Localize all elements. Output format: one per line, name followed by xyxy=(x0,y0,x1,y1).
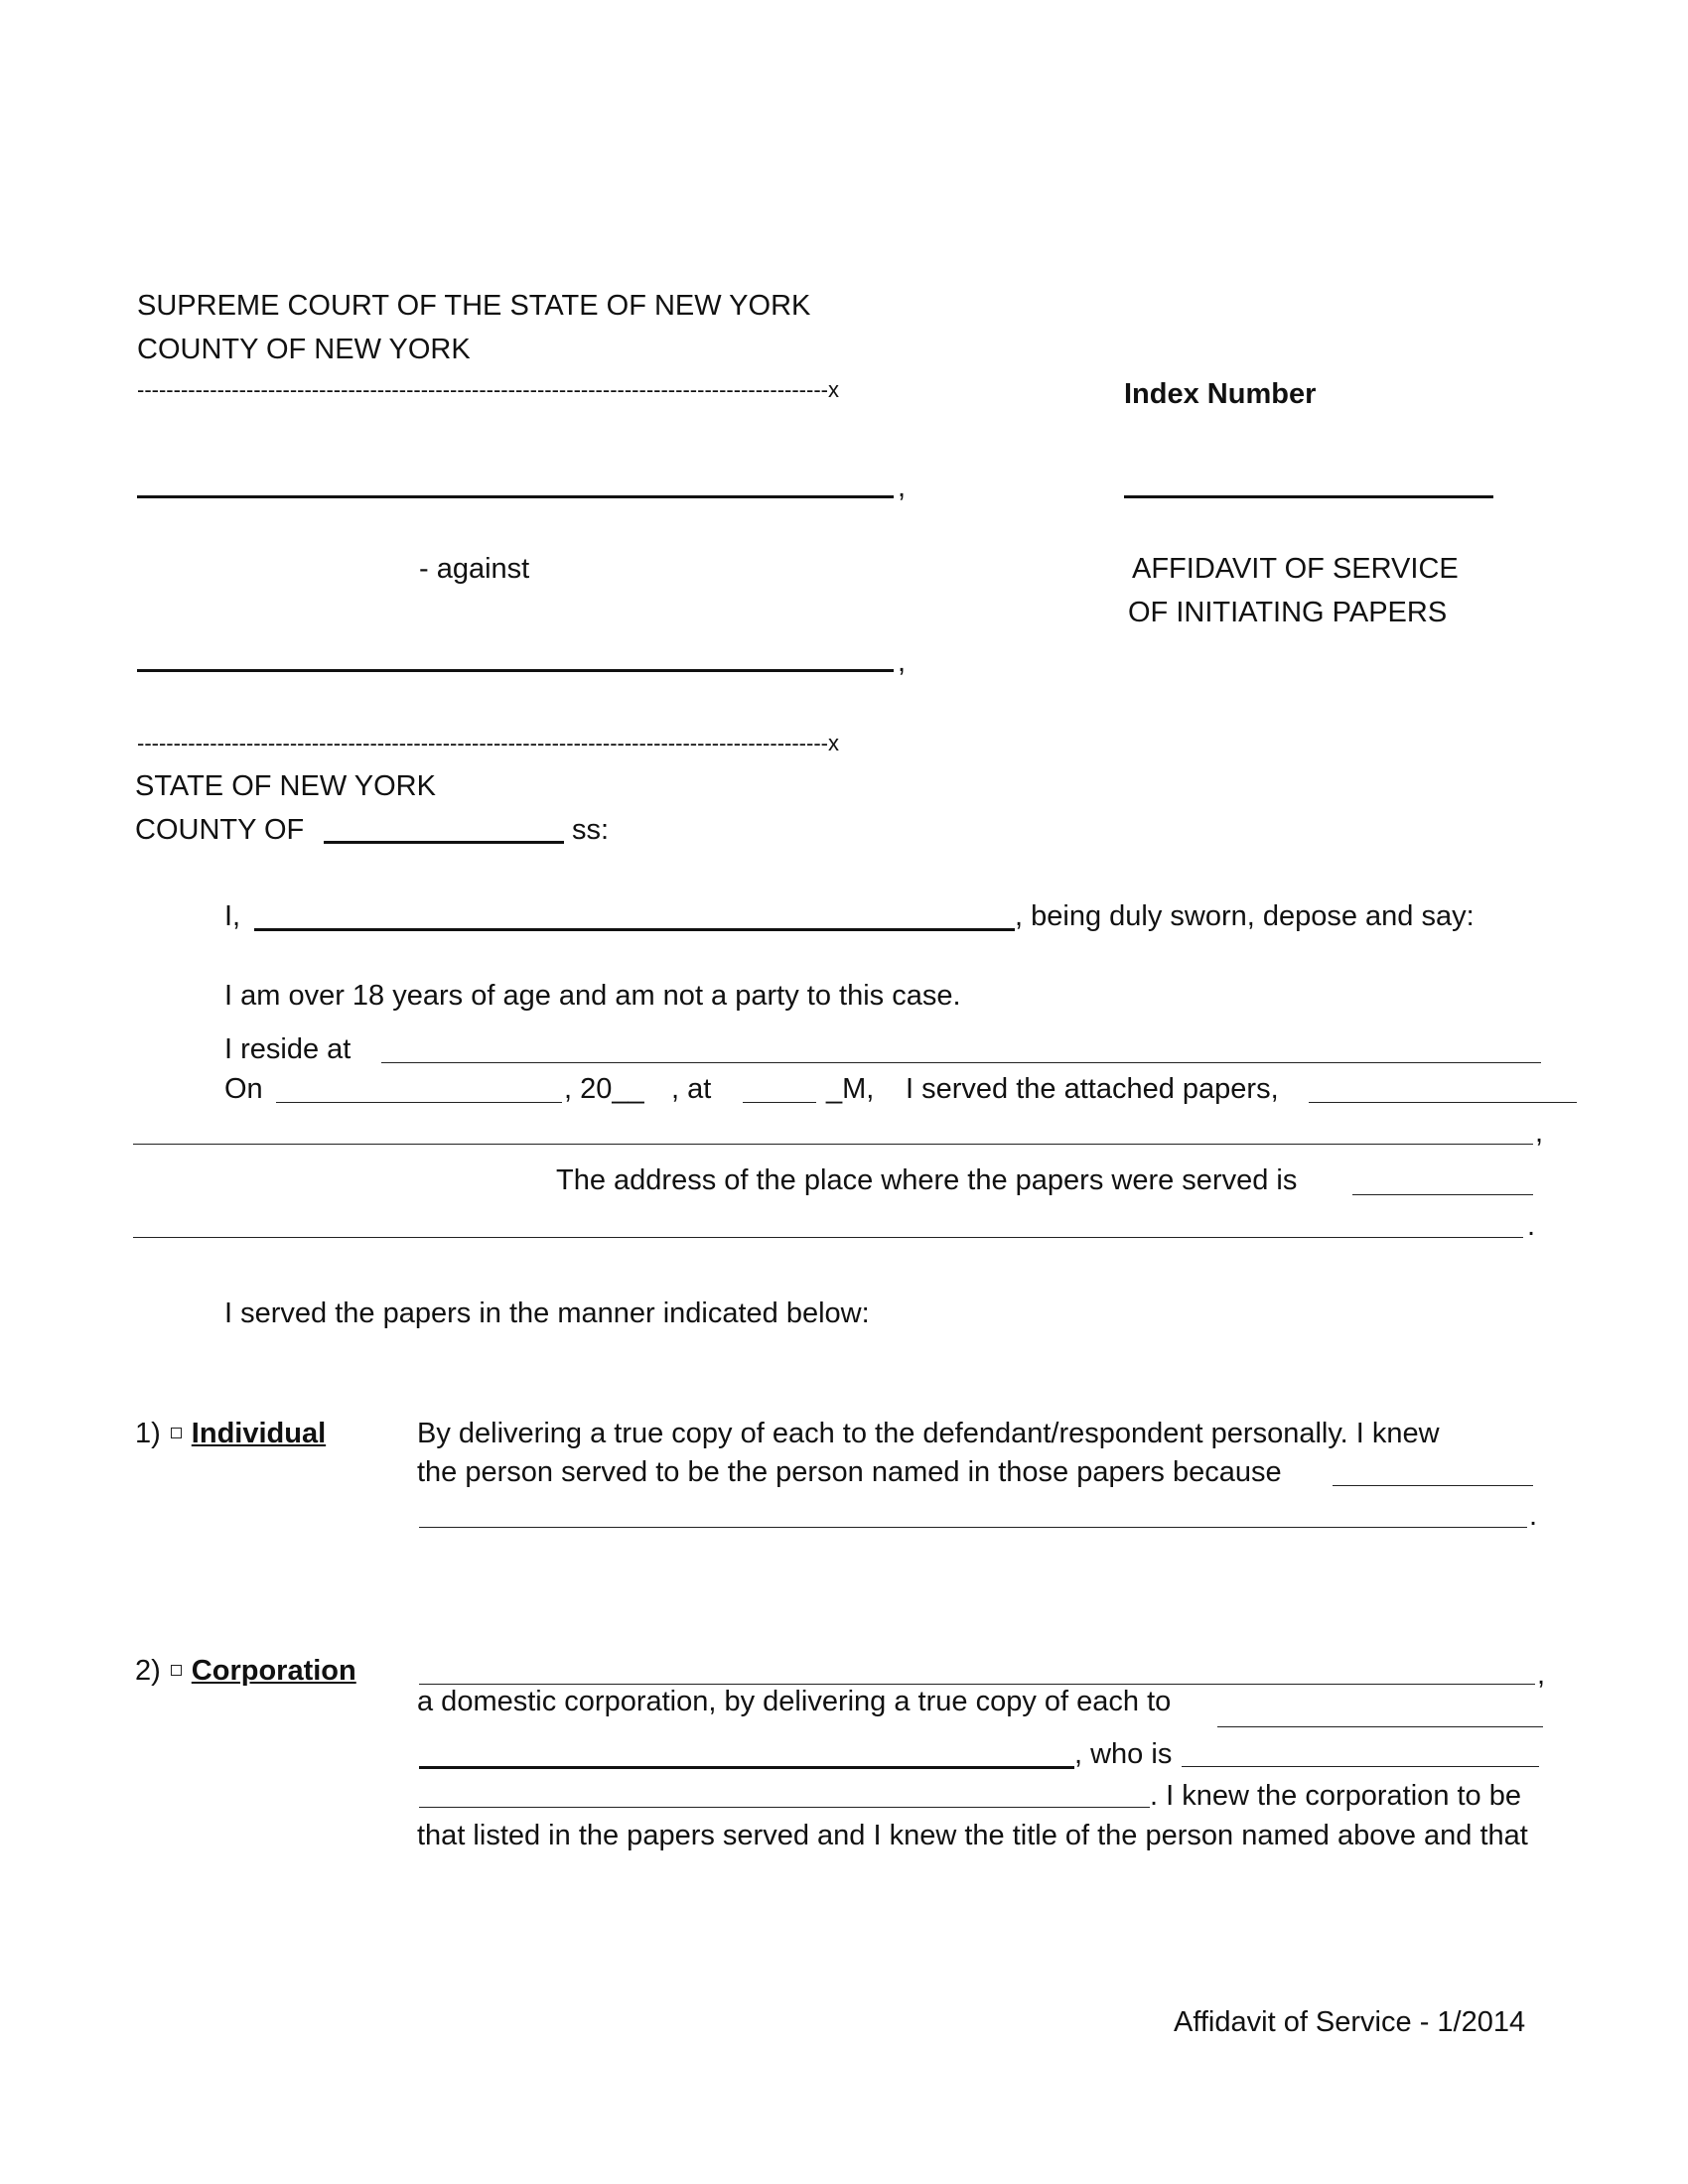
served-papers-text: I served the attached papers, xyxy=(906,1073,1279,1105)
option2-checkbox[interactable] xyxy=(171,1665,182,1676)
service-time-line[interactable] xyxy=(743,1102,816,1103)
option1-checkbox[interactable] xyxy=(171,1428,182,1438)
service-date-line[interactable] xyxy=(276,1102,562,1103)
defendant-comma: , xyxy=(898,646,907,678)
service-address-line[interactable] xyxy=(1352,1194,1533,1195)
defendant-name-line[interactable] xyxy=(137,669,894,672)
sworn-text: , being duly sworn, depose and say: xyxy=(1015,900,1475,932)
caption-divider-top: -----------------------------------------------------------------------------------------------x xyxy=(137,377,839,402)
venue-county-line[interactable] xyxy=(324,841,564,844)
plaintiff-name-line[interactable] xyxy=(137,495,894,498)
option2-text-line3: . I knew the corporation to be xyxy=(1150,1780,1521,1812)
venue-county-label: COUNTY OF xyxy=(135,814,305,846)
option1-reason-line-2[interactable] xyxy=(419,1527,1527,1528)
option2-title: Corporation xyxy=(191,1655,356,1687)
index-number-label: Index Number xyxy=(1124,378,1317,410)
recipient-name-line[interactable] xyxy=(419,1766,1074,1769)
court-name: SUPREME COURT OF THE STATE OF NEW YORK xyxy=(137,290,811,322)
option2-row xyxy=(135,1654,356,1688)
option1-period: . xyxy=(1529,1500,1538,1532)
deponent-name-line[interactable] xyxy=(254,928,1015,931)
papers-served-line[interactable] xyxy=(1309,1102,1577,1103)
option2-text-line4: that listed in the papers served and I knew the title of the person named above and that xyxy=(417,1820,1528,1851)
on-label: On xyxy=(224,1073,263,1105)
year-label xyxy=(564,1072,644,1106)
option1-text-line2: the person served to be the person named in those papers because xyxy=(417,1456,1282,1488)
recipient-title-line[interactable] xyxy=(1182,1766,1539,1767)
index-number-line[interactable] xyxy=(1124,495,1493,498)
doc-title-line1: AFFIDAVIT OF SERVICE xyxy=(1132,553,1459,585)
option1-text-line1: By delivering a true copy of each to the defendant/respondent personally. I knew xyxy=(417,1418,1440,1449)
option1-title: Individual xyxy=(191,1418,327,1449)
age-statement: I am over 18 years of age and am not a party to this case. xyxy=(224,980,961,1012)
year-prefix: , 20 xyxy=(564,1073,613,1105)
service-address-label: The address of the place where the papers were served is xyxy=(556,1164,1298,1196)
meridiem-label: _M, xyxy=(826,1073,875,1105)
venue-state: STATE OF NEW YORK xyxy=(135,770,436,802)
venue-ss: ss: xyxy=(572,814,610,846)
option1-reason-line[interactable] xyxy=(1333,1485,1533,1486)
caption-divider-bottom: -----------------------------------------------------------------------------------------------x xyxy=(137,731,839,755)
option1-row xyxy=(135,1417,326,1450)
year-blank[interactable]: __ xyxy=(612,1073,644,1105)
recipient-title-line-2[interactable] xyxy=(419,1807,1150,1808)
at-label: , at xyxy=(671,1073,712,1105)
papers-comma: , xyxy=(1535,1117,1544,1149)
manner-statement: I served the papers in the manner indicated below: xyxy=(224,1297,870,1329)
option2-comma: , xyxy=(1537,1659,1546,1691)
corporation-recipient-line[interactable] xyxy=(1217,1726,1543,1727)
court-county: COUNTY OF NEW YORK xyxy=(137,334,471,365)
papers-served-line-2[interactable] xyxy=(133,1144,1533,1145)
against-label: - against xyxy=(419,553,530,585)
reside-label: I reside at xyxy=(224,1033,352,1065)
service-address-line-2[interactable] xyxy=(133,1237,1523,1238)
footer-text: Affidavit of Service - 1/2014 xyxy=(1174,2006,1526,2038)
who-is-label: , who is xyxy=(1074,1738,1173,1770)
deponent-i-label: I, xyxy=(224,900,241,932)
plaintiff-comma: , xyxy=(898,472,907,503)
doc-title-line2: OF INITIATING PAPERS xyxy=(1128,597,1448,628)
option1-number: 1) xyxy=(135,1418,161,1449)
option2-text-line1: a domestic corporation, by delivering a true copy of each to xyxy=(417,1686,1172,1717)
option2-number: 2) xyxy=(135,1655,161,1687)
address-period: . xyxy=(1527,1210,1536,1242)
residence-line[interactable] xyxy=(381,1062,1541,1063)
